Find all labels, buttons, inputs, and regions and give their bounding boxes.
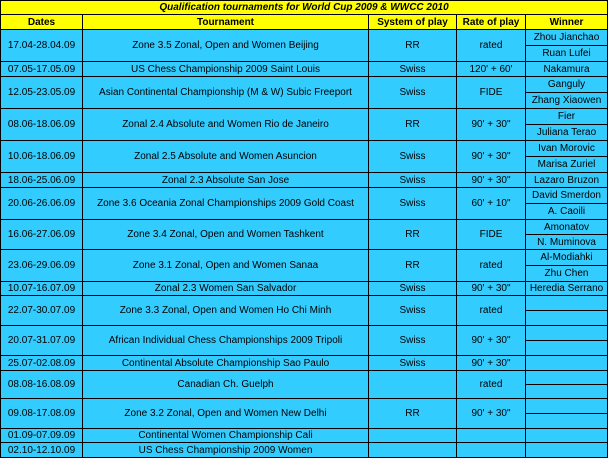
system-cell: Swiss <box>369 77 457 109</box>
header-dates: Dates <box>1 15 83 30</box>
winner-cell: Ivan Morovic <box>526 141 608 157</box>
rate-cell: rated <box>457 296 526 326</box>
table-row <box>1 220 608 235</box>
table-row <box>1 296 608 311</box>
header-system: System of play <box>369 15 457 30</box>
table-row <box>1 282 608 296</box>
table-row <box>1 30 608 46</box>
header-tournament: Tournament <box>83 15 369 30</box>
system-cell: Swiss <box>369 173 457 188</box>
rate-cell: 90' + 30" <box>457 356 526 371</box>
title-row <box>1 1 608 15</box>
system-cell: RR <box>369 30 457 62</box>
tournament-cell: Zone 3.5 Zonal, Open and Women Beijing <box>83 30 369 62</box>
dates-cell: 02.10-12.10.09 <box>1 443 83 458</box>
rate-cell <box>457 429 526 443</box>
winner-cell <box>526 399 608 414</box>
table-row <box>1 443 608 458</box>
dates-cell: 10.07-16.07.09 <box>1 282 83 296</box>
system-cell: Swiss <box>369 326 457 356</box>
dates-cell: 08.08-16.08.09 <box>1 371 83 399</box>
winner-cell: Juliana Terao <box>526 125 608 141</box>
dates-cell: 25.07-02.08.09 <box>1 356 83 371</box>
rate-cell: rated <box>457 250 526 282</box>
dates-cell: 01.09-07.09.09 <box>1 429 83 443</box>
tournament-cell: Zonal 2.4 Absolute and Women Rio de Janeiro <box>83 109 369 141</box>
table-row <box>1 250 608 266</box>
system-cell: RR <box>369 250 457 282</box>
dates-cell: 20.06-26.06.09 <box>1 188 83 220</box>
rate-cell: rated <box>457 30 526 62</box>
dates-cell: 08.06-18.06.09 <box>1 109 83 141</box>
system-cell: RR <box>369 220 457 250</box>
tournament-cell: Canadian Ch. Guelph <box>83 371 369 399</box>
rate-cell: 90' + 30" <box>457 282 526 296</box>
table-title: Qualification tournaments for World Cup 2009 & WWCC 2010 <box>1 1 608 15</box>
dates-cell: 22.07-30.07.09 <box>1 296 83 326</box>
rate-cell: 60' + 10" <box>457 188 526 220</box>
system-cell <box>369 429 457 443</box>
system-cell: Swiss <box>369 282 457 296</box>
table-row <box>1 356 608 371</box>
tournament-cell: Continental Absolute Championship Sao Paulo <box>83 356 369 371</box>
winner-cell: Amonatov <box>526 220 608 235</box>
rate-cell: 90' + 30" <box>457 326 526 356</box>
tournament-cell: Zone 3.2 Zonal, Open and Women New Delhi <box>83 399 369 429</box>
dates-cell: 18.06-25.06.09 <box>1 173 83 188</box>
rate-cell: rated <box>457 371 526 399</box>
table-row <box>1 399 608 414</box>
rate-cell: FIDE <box>457 220 526 250</box>
dates-cell: 16.06-27.06.09 <box>1 220 83 250</box>
header-winner: Winner <box>526 15 608 30</box>
winner-cell <box>526 429 608 443</box>
system-cell: Swiss <box>369 296 457 326</box>
winner-cell <box>526 341 608 356</box>
winner-cell: Ruan Lufei <box>526 46 608 62</box>
table-row <box>1 173 608 188</box>
dates-cell: 23.06-29.06.09 <box>1 250 83 282</box>
winner-cell <box>526 356 608 371</box>
system-cell: RR <box>369 109 457 141</box>
rate-cell: 90' + 30" <box>457 141 526 173</box>
winner-cell: David Smerdon <box>526 188 608 204</box>
dates-cell: 12.05-23.05.09 <box>1 77 83 109</box>
tournament-cell: US Chess Championship 2009 Saint Louis <box>83 62 369 77</box>
winner-cell: Zhu Chen <box>526 266 608 282</box>
dates-cell: 20.07-31.07.09 <box>1 326 83 356</box>
tournament-cell: Zone 3.3 Zonal, Open and Women Ho Chi Minh <box>83 296 369 326</box>
tournament-cell: African Individual Chess Championships 2009 Tripoli <box>83 326 369 356</box>
winner-cell <box>526 371 608 385</box>
tournament-cell: Continental Women Championship Cali <box>83 429 369 443</box>
table-row <box>1 326 608 341</box>
tournament-cell: Zonal 2.3 Women San Salvador <box>83 282 369 296</box>
winner-cell <box>526 311 608 326</box>
winner-cell <box>526 296 608 311</box>
system-cell: Swiss <box>369 188 457 220</box>
system-cell: Swiss <box>369 62 457 77</box>
table-row <box>1 62 608 77</box>
dates-cell: 09.08-17.08.09 <box>1 399 83 429</box>
tournament-cell: Zone 3.6 Oceania Zonal Championships 2009 Gold Coast <box>83 188 369 220</box>
header-row <box>1 15 608 30</box>
system-cell: RR <box>369 399 457 429</box>
tournament-cell: US Chess Championship 2009 Women <box>83 443 369 458</box>
winner-cell <box>526 414 608 429</box>
table-row <box>1 188 608 204</box>
winner-cell: Heredia Serrano <box>526 282 608 296</box>
winner-cell: Nakamura <box>526 62 608 77</box>
winner-cell: Al-Modiahki <box>526 250 608 266</box>
rate-cell: FIDE <box>457 77 526 109</box>
table-body <box>1 1 608 458</box>
system-cell <box>369 371 457 399</box>
table-row <box>1 77 608 93</box>
dates-cell: 10.06-18.06.09 <box>1 141 83 173</box>
rate-cell: 90' + 30" <box>457 399 526 429</box>
winner-cell: A. Caoili <box>526 204 608 220</box>
rate-cell: 90' + 30" <box>457 109 526 141</box>
rate-cell: 120' + 60' <box>457 62 526 77</box>
winner-cell: Marisa Zuriel <box>526 157 608 173</box>
winner-cell <box>526 326 608 341</box>
winner-cell: N. Muminova <box>526 235 608 250</box>
header-rate: Rate of play <box>457 15 526 30</box>
tournament-cell: Zonal 2.5 Absolute and Women Asuncion <box>83 141 369 173</box>
winner-cell: Fier <box>526 109 608 125</box>
tournament-cell: Zone 3.1 Zonal, Open and Women Sanaa <box>83 250 369 282</box>
table-row <box>1 371 608 385</box>
rate-cell: 90' + 30" <box>457 173 526 188</box>
winner-cell <box>526 385 608 399</box>
table-row <box>1 429 608 443</box>
tournament-cell: Zonal 2.3 Absolute San Jose <box>83 173 369 188</box>
winner-cell <box>526 443 608 458</box>
winner-cell: Lazaro Bruzon <box>526 173 608 188</box>
system-cell: Swiss <box>369 356 457 371</box>
system-cell: Swiss <box>369 141 457 173</box>
system-cell <box>369 443 457 458</box>
rate-cell <box>457 443 526 458</box>
winner-cell: Zhang Xiaowen <box>526 93 608 109</box>
table-row <box>1 141 608 157</box>
dates-cell: 07.05-17.05.09 <box>1 62 83 77</box>
winner-cell: Ganguly <box>526 77 608 93</box>
tournament-cell: Zone 3.4 Zonal, Open and Women Tashkent <box>83 220 369 250</box>
table-row <box>1 109 608 125</box>
winner-cell: Zhou Jianchao <box>526 30 608 46</box>
dates-cell: 17.04-28.04.09 <box>1 30 83 62</box>
tournament-cell: Asian Continental Championship (M & W) Subic Freeport <box>83 77 369 109</box>
